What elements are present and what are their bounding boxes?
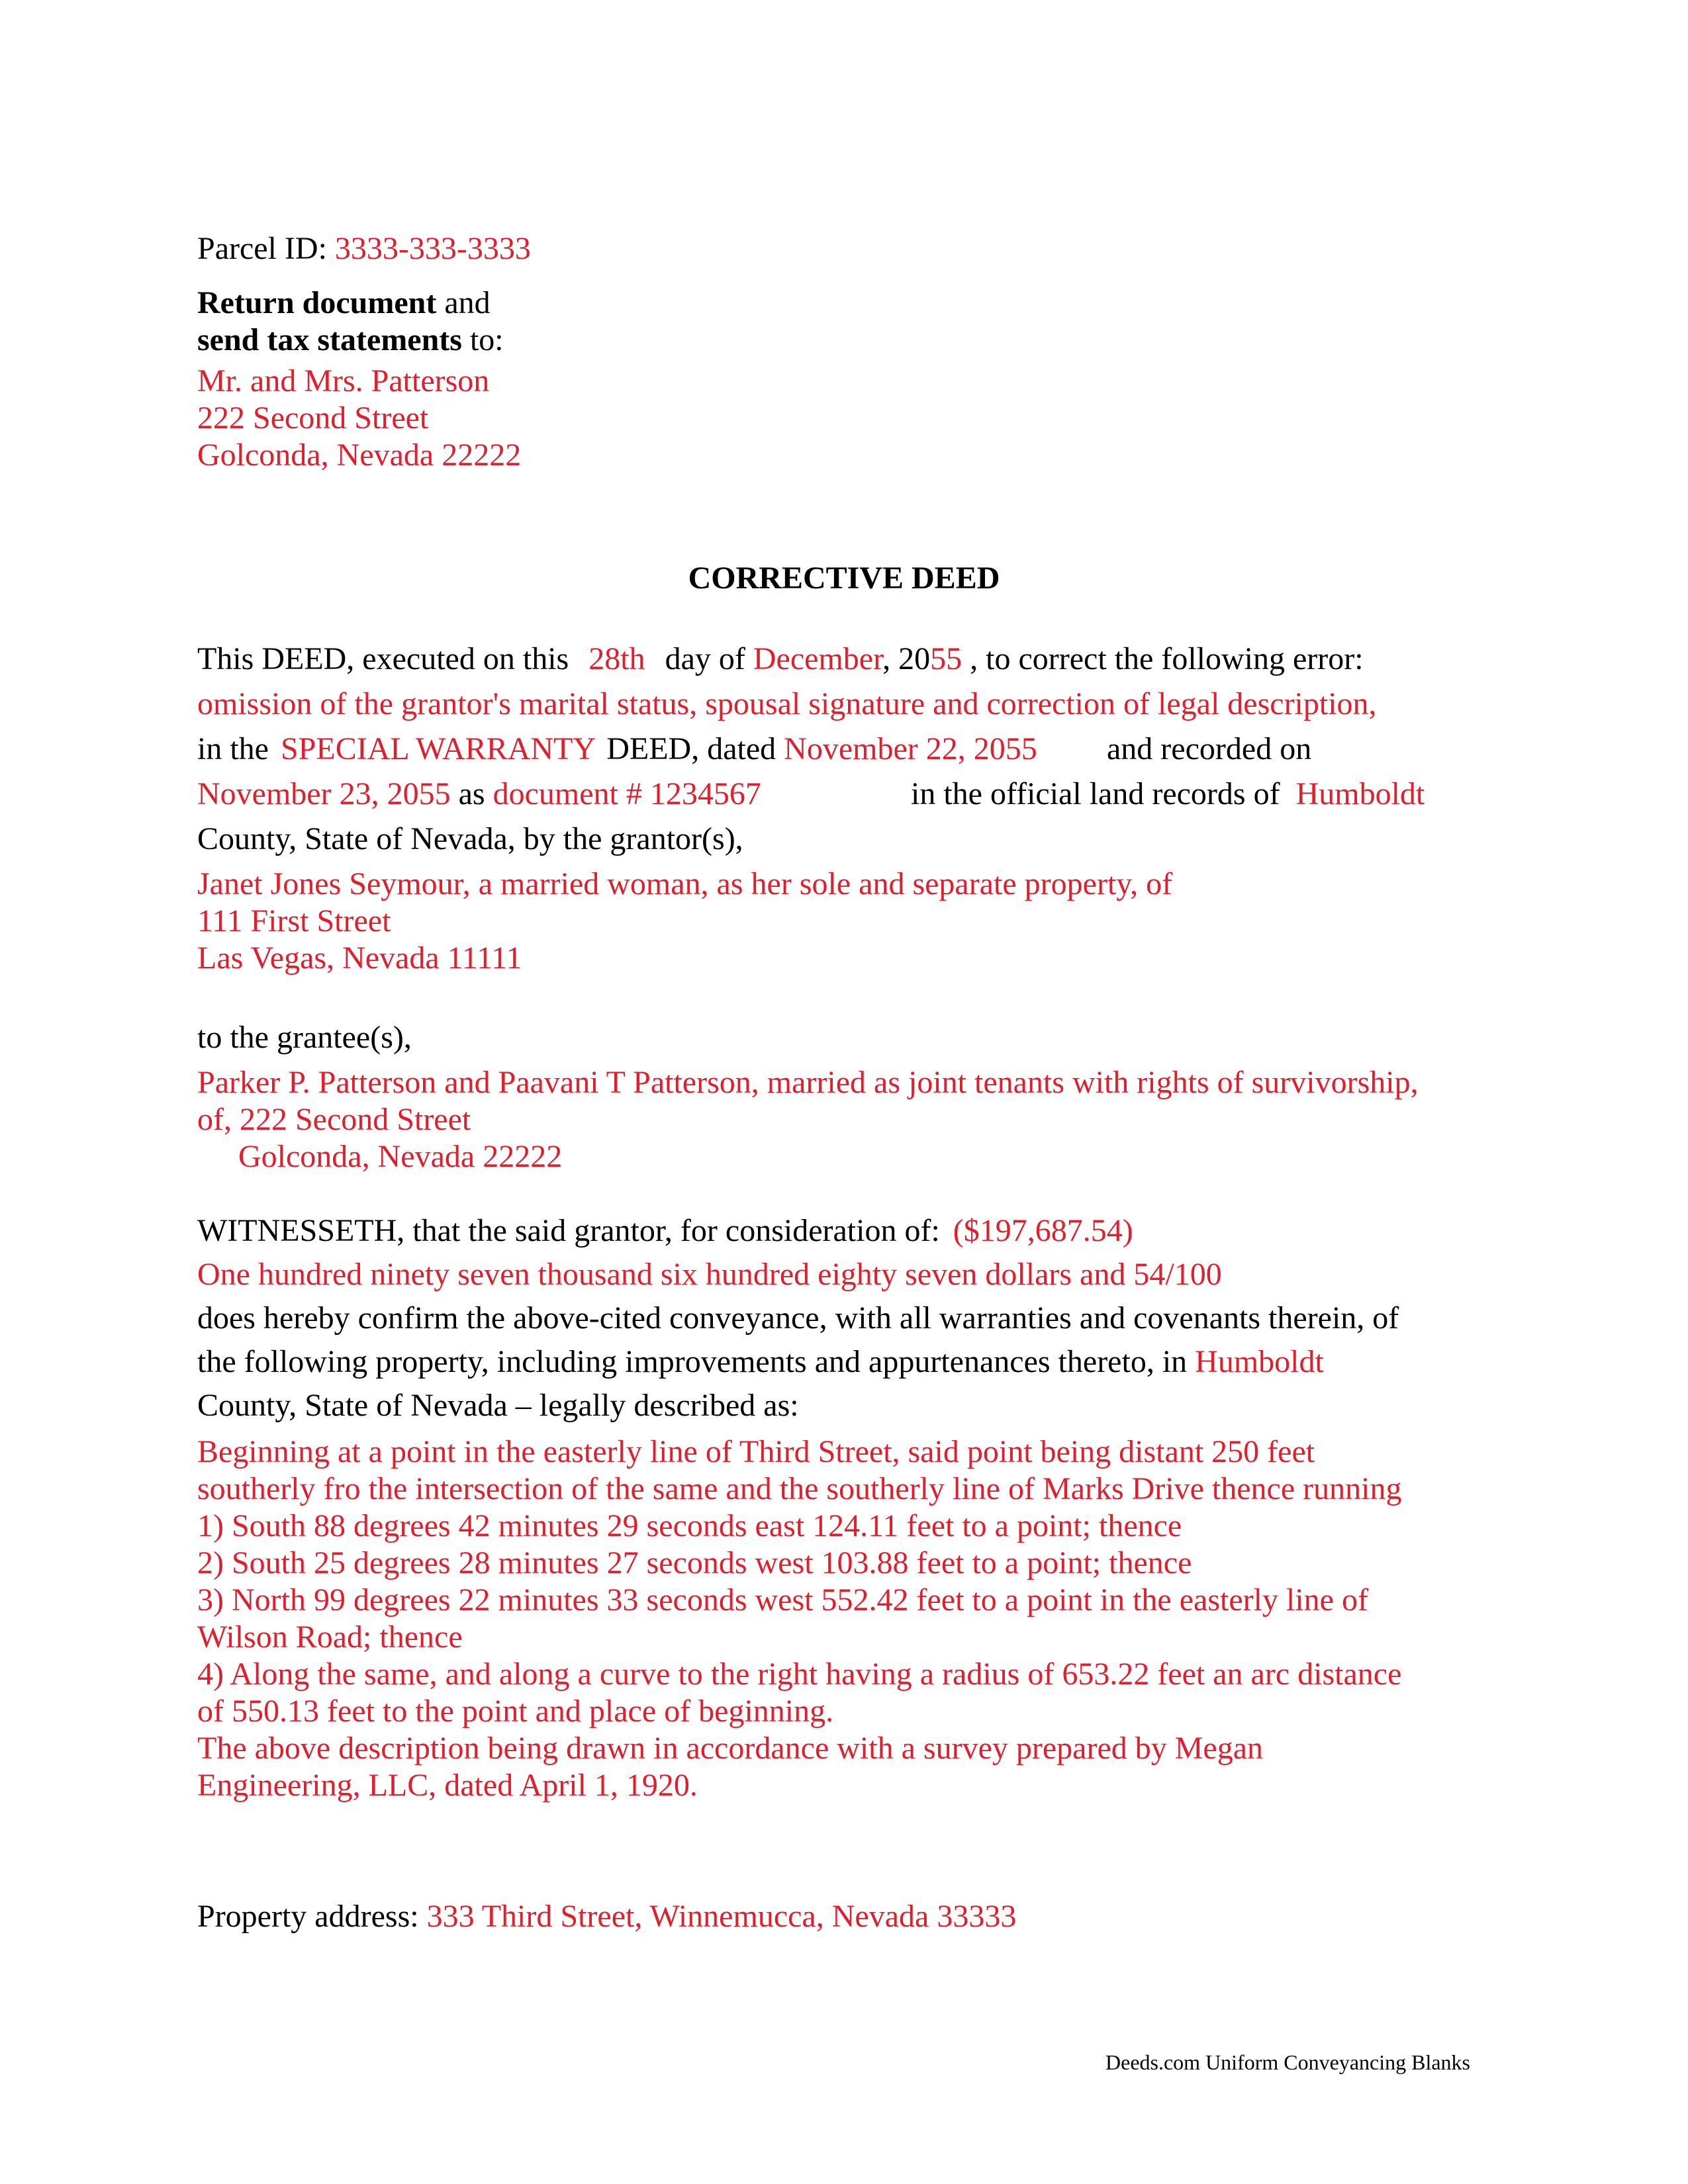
error-description: omission of the grantor's marital status, spousal signature and correction of legal description, — [197, 686, 1377, 721]
intro-text-2: day of — [665, 641, 745, 676]
return-street: 222 Second Street — [197, 400, 429, 435]
legal-description-line: of 550.13 feet to the point and place of beginning. — [197, 1694, 834, 1729]
execution-month: December — [753, 641, 883, 676]
recorded-date: November 23, 2055 — [197, 776, 451, 811]
property-address-label: Property address: — [197, 1899, 419, 1934]
intro-text-10: County, State of Nevada, by the grantor(s), — [197, 821, 743, 856]
grantee-label: to the grantee(s), — [197, 1020, 412, 1055]
intro-line-1 — [197, 641, 1364, 678]
grantor-line-2: 111 First Street — [197, 903, 391, 938]
consideration-line-4 — [197, 1343, 1324, 1381]
county-name: Humboldt — [1295, 776, 1425, 811]
deed-type: SPECIAL WARRANTY — [280, 731, 595, 766]
return-name: Mr. and Mrs. Patterson — [197, 363, 490, 398]
return-line-1 — [197, 285, 491, 322]
intro-line-3 — [197, 731, 1037, 768]
consideration-words: One hundred ninety seven thousand six hundred eighty seven dollars and 54/100 — [197, 1257, 1222, 1292]
execution-day: 28th — [588, 641, 645, 676]
intro-text-4: , to correct the following error: — [970, 641, 1364, 676]
legal-description-line: southerly fro the intersection of the same and the southerly line of Marks Drive thence running — [197, 1471, 1402, 1506]
parcel-id-line — [197, 230, 531, 267]
grantee-line-1: Parker P. Patterson and Paavani T Patterson, married as joint tenants with rights of survivorship, — [197, 1065, 1419, 1100]
consideration-amount: ($197,687.54) — [953, 1213, 1133, 1248]
intro-text-1: This DEED, executed on this — [197, 641, 569, 676]
intro-text-6: DEED, dated — [606, 731, 776, 766]
consideration-line-1 — [197, 1212, 1133, 1250]
return-city: Golconda, Nevada 22222 — [197, 437, 522, 473]
intro-text-5: in the — [197, 731, 269, 766]
consideration-text-2: does hereby confirm the above-cited conveyance, with all warranties and covenants therein, of — [197, 1300, 1399, 1336]
document-number: document # 1234567 — [492, 776, 761, 811]
legal-description-line: The above description being drawn in accordance with a survey prepared by Megan — [197, 1731, 1264, 1766]
deed-dated: November 22, 2055 — [784, 731, 1037, 766]
consideration-text-1: WITNESSETH, that the said grantor, for consideration of: — [197, 1213, 940, 1248]
consideration-county: Humboldt — [1195, 1344, 1324, 1379]
intro-text-8: as — [458, 776, 485, 811]
legal-description-line: 4) Along the same, and along a curve to the right having a radius of 653.22 feet an arc distance — [197, 1657, 1402, 1692]
grantor-line-1: Janet Jones Seymour, a married woman, as her sole and separate property, of — [197, 866, 1173, 901]
intro-text-9: in the official land records of — [911, 776, 1280, 811]
footer-text: Deeds.com Uniform Conveyancing Blanks — [1105, 2050, 1470, 2074]
execution-year: 55 — [930, 641, 962, 676]
send-tax-label: send tax statements — [197, 322, 462, 357]
legal-description-line: Beginning at a point in the easterly line of Third Street, said point being distant 250 feet — [197, 1434, 1315, 1469]
intro-line-4b — [911, 776, 1425, 813]
document-title: CORRECTIVE DEED — [688, 561, 1000, 596]
property-address-value: 333 Third Street, Winnemucca, Nevada 33333 — [426, 1899, 1017, 1934]
return-and: and — [436, 285, 491, 320]
consideration-text-4: County, State of Nevada – legally described as: — [197, 1388, 799, 1423]
recorded-on-text: and recorded on — [1107, 731, 1312, 766]
intro-line-4 — [197, 776, 761, 813]
intro-text-3: , 20 — [882, 641, 931, 676]
parcel-id-label: Parcel ID: — [197, 231, 327, 266]
return-to: to: — [461, 322, 504, 357]
legal-description-line: 2) South 25 degrees 28 minutes 27 seconds west 103.88 feet to a point; thence — [197, 1545, 1192, 1580]
property-address-line — [197, 1898, 1016, 1935]
legal-description-line: Engineering, LLC, dated April 1, 1920. — [197, 1768, 698, 1803]
return-line-2 — [197, 322, 504, 359]
legal-description-line: 1) South 88 degrees 42 minutes 29 seconds east 124.11 feet to a point; thence — [197, 1508, 1182, 1543]
legal-description-line: 3) North 99 degrees 22 minutes 33 seconds west 552.42 feet to a point in the easterly line of — [197, 1582, 1368, 1617]
grantor-line-3: Las Vegas, Nevada 11111 — [197, 940, 522, 976]
parcel-id-value: 3333-333-3333 — [334, 231, 531, 266]
legal-description-line: Wilson Road; thence — [197, 1619, 463, 1655]
consideration-text-3: the following property, including improvements and appurtenances thereto, in — [197, 1344, 1188, 1379]
grantee-line-2: of, 222 Second Street — [197, 1102, 471, 1137]
grantee-line-3: Golconda, Nevada 22222 — [238, 1139, 563, 1174]
return-document-label: Return document — [197, 285, 437, 320]
